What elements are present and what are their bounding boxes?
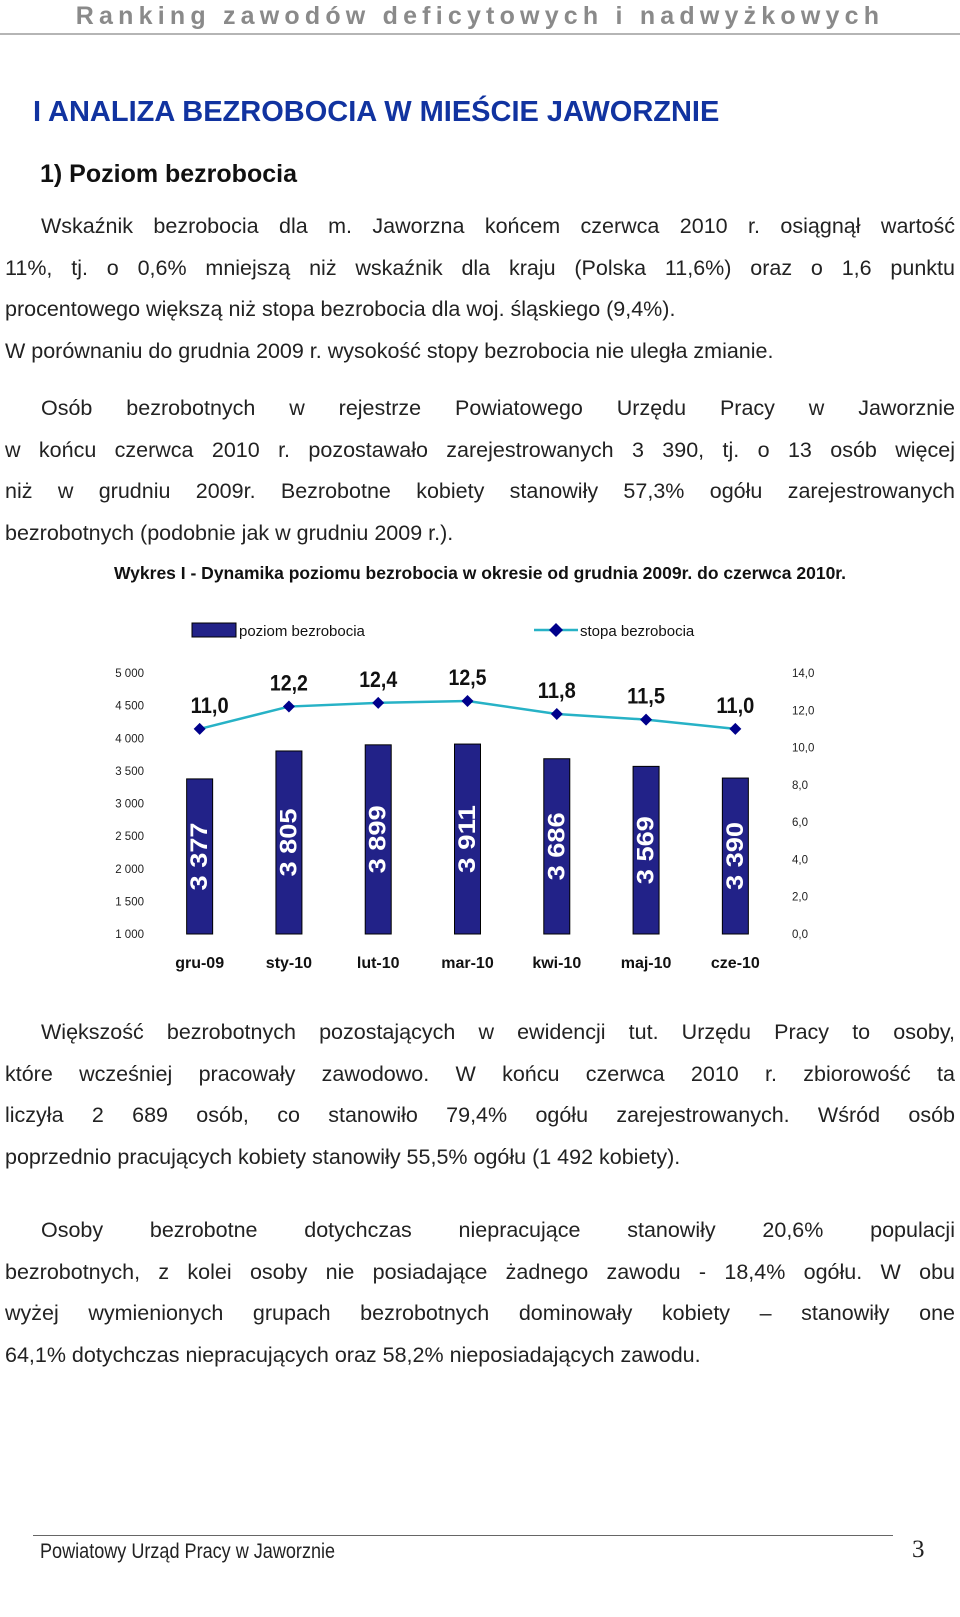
y2-axis-tick-label: 8,0 (792, 779, 808, 792)
bar-value-label: 3 805 (275, 816, 303, 877)
line-value-label: 11,0 (190, 692, 229, 718)
paragraph-line: 64,1% dotychczas niepracujących oraz 58,2% nieposiadających zawodu. (5, 1342, 701, 1367)
y-axis-tick-label: 2 000 (115, 863, 144, 876)
x-axis-tick-label: cze-10 (710, 955, 760, 972)
line-point (729, 723, 741, 735)
subsection-heading: 1) Poziom bezrobocia (40, 160, 297, 188)
footer-divider (33, 1535, 893, 1536)
line-point (551, 708, 563, 720)
line-point (462, 695, 474, 707)
y-axis-tick-label: 1 000 (115, 929, 144, 941)
paragraph-line: wyżej wymienionych grupach bezrobotnych dominowały kobiety – stanowiły one (5, 1301, 955, 1325)
y2-axis-tick-label: 0,0 (792, 929, 808, 941)
paragraph-1 (5, 206, 955, 372)
chart-title: Wykres I - Dynamika poziomu bezrobocia w okresie od grudnia 2009r. do czerwca 2010r. (113, 563, 847, 583)
paragraph-line: liczyła 2 689 osób, co stanowiło 79,4% ogółu zarejestrowanych. Wśród osób (5, 1103, 955, 1127)
paragraph-2 (5, 388, 955, 554)
paragraph-line: Osób bezrobotnych w rejestrze Powiatowego Urzędu Pracy w Jaworznie (41, 396, 955, 420)
paragraph-3 (5, 1012, 955, 1178)
paragraph-line: Osoby bezrobotne dotychczas niepracujące stanowiły 20,6% populacji (41, 1218, 955, 1242)
legend-marker (549, 623, 563, 637)
paragraph-line: Większość bezrobotnych pozostających w ewidencji tut. Urzędu Pracy to osoby, (41, 1020, 955, 1044)
y-axis-tick-label: 1 500 (115, 896, 144, 909)
y-axis-tick-label: 3 500 (115, 765, 144, 778)
paragraph-line: Wskaźnik bezrobocia dla m. Jaworzna końcem czerwca 2010 r. osiągnął wartość (41, 214, 955, 238)
bar-value-label: 3 569 (632, 824, 660, 885)
legend-label: poziom bezrobocia (239, 623, 365, 640)
y-axis-tick-label: 5 000 (115, 668, 144, 680)
paragraph-line: W porównaniu do grudnia 2009 r. wysokość stopy bezrobocia nie uległa zmianie. (5, 338, 774, 363)
paragraph-line: niż w grudniu 2009r. Bezrobotne kobiety stanowiły 57,3% ogółu zarejestrowanych (5, 479, 955, 503)
running-header: Ranking zawodów deficytowych i nadwyżkowych (75, 2, 885, 30)
header-divider (0, 33, 960, 35)
y2-axis-tick-label: 14,0 (792, 668, 815, 680)
x-axis-tick-label: sty-10 (265, 955, 313, 972)
legend-label: stopa bezrobocia (580, 623, 695, 640)
paragraph-line: poprzednio pracujących kobiety stanowiły 55,5% ogółu (1 492 kobiety). (5, 1144, 681, 1169)
paragraph-line: 11%, tj. o 0,6% mniejszą niż wskaźnik dla kraju (Polska 11,6%) oraz o 1,6 punktu (5, 255, 955, 280)
x-axis-tick-label: gru-09 (175, 955, 225, 972)
y-axis-tick-label: 2 500 (115, 831, 144, 844)
bar-value-label: 3 686 (543, 820, 571, 881)
legend-swatch-bar (192, 623, 236, 637)
paragraph-line: które wcześniej pracowały zawodowo. W końcu czerwca 2010 r. zbiorowość ta (5, 1061, 955, 1086)
line-point (640, 714, 652, 726)
y-axis-tick-label: 3 000 (115, 798, 144, 811)
line-point (283, 701, 295, 713)
bar-value-label: 3 899 (364, 813, 392, 874)
y-axis-tick-label: 4 000 (115, 733, 144, 746)
unemployment-chart (100, 610, 840, 980)
x-axis-tick-label: mar-10 (441, 955, 494, 972)
y-axis-tick-label: 4 500 (115, 700, 144, 713)
line-value-label: 12,2 (269, 670, 308, 696)
paragraph-line: w końcu czerwca 2010 r. pozostawało zarejestrowanych 3 390, tj. o 13 osób więcej (5, 437, 955, 462)
bar-value-label: 3 911 (454, 814, 481, 874)
bar-value-label: 3 390 (721, 829, 749, 891)
y2-axis-tick-label: 2,0 (792, 891, 808, 904)
x-axis-tick-label: kwi-10 (532, 955, 582, 972)
x-axis-tick-label: maj-10 (620, 955, 672, 972)
line-point (372, 697, 384, 709)
line-point (194, 723, 206, 735)
line-value-label: 11,0 (716, 692, 755, 718)
line-value-label: 11,8 (537, 678, 576, 704)
paragraph-line: bezrobotnych (podobnie jak w grudniu 2009 r.). (5, 520, 454, 545)
footer-text: Powiatowy Urząd Pracy w Jaworznie (40, 1540, 336, 1563)
paragraph-4 (5, 1210, 955, 1376)
y2-axis-tick-label: 4,0 (792, 854, 808, 867)
bar-value-label: 3 377 (186, 830, 214, 891)
y2-axis-tick-label: 6,0 (792, 817, 808, 830)
line-value-label: 11,5 (627, 683, 666, 709)
paragraph-line: procentowego większą niż stopa bezrobocia dla woj. śląskiego (9,4%). (5, 297, 676, 321)
y2-axis-tick-label: 10,0 (792, 742, 815, 755)
x-axis-tick-label: lut-10 (356, 955, 400, 972)
section-heading: I ANALIZA BEZROBOCIA W MIEŚCIE JAWORZNIE (33, 96, 720, 128)
line-value-label: 12,5 (448, 664, 487, 690)
y2-axis-tick-label: 12,0 (792, 705, 815, 718)
paragraph-line: bezrobotnych, z kolei osoby nie posiadające żadnego zawodu - 18,4% ogółu. W obu (5, 1259, 955, 1284)
page-number: 3 (912, 1536, 925, 1563)
line-value-label: 12,4 (359, 666, 398, 692)
